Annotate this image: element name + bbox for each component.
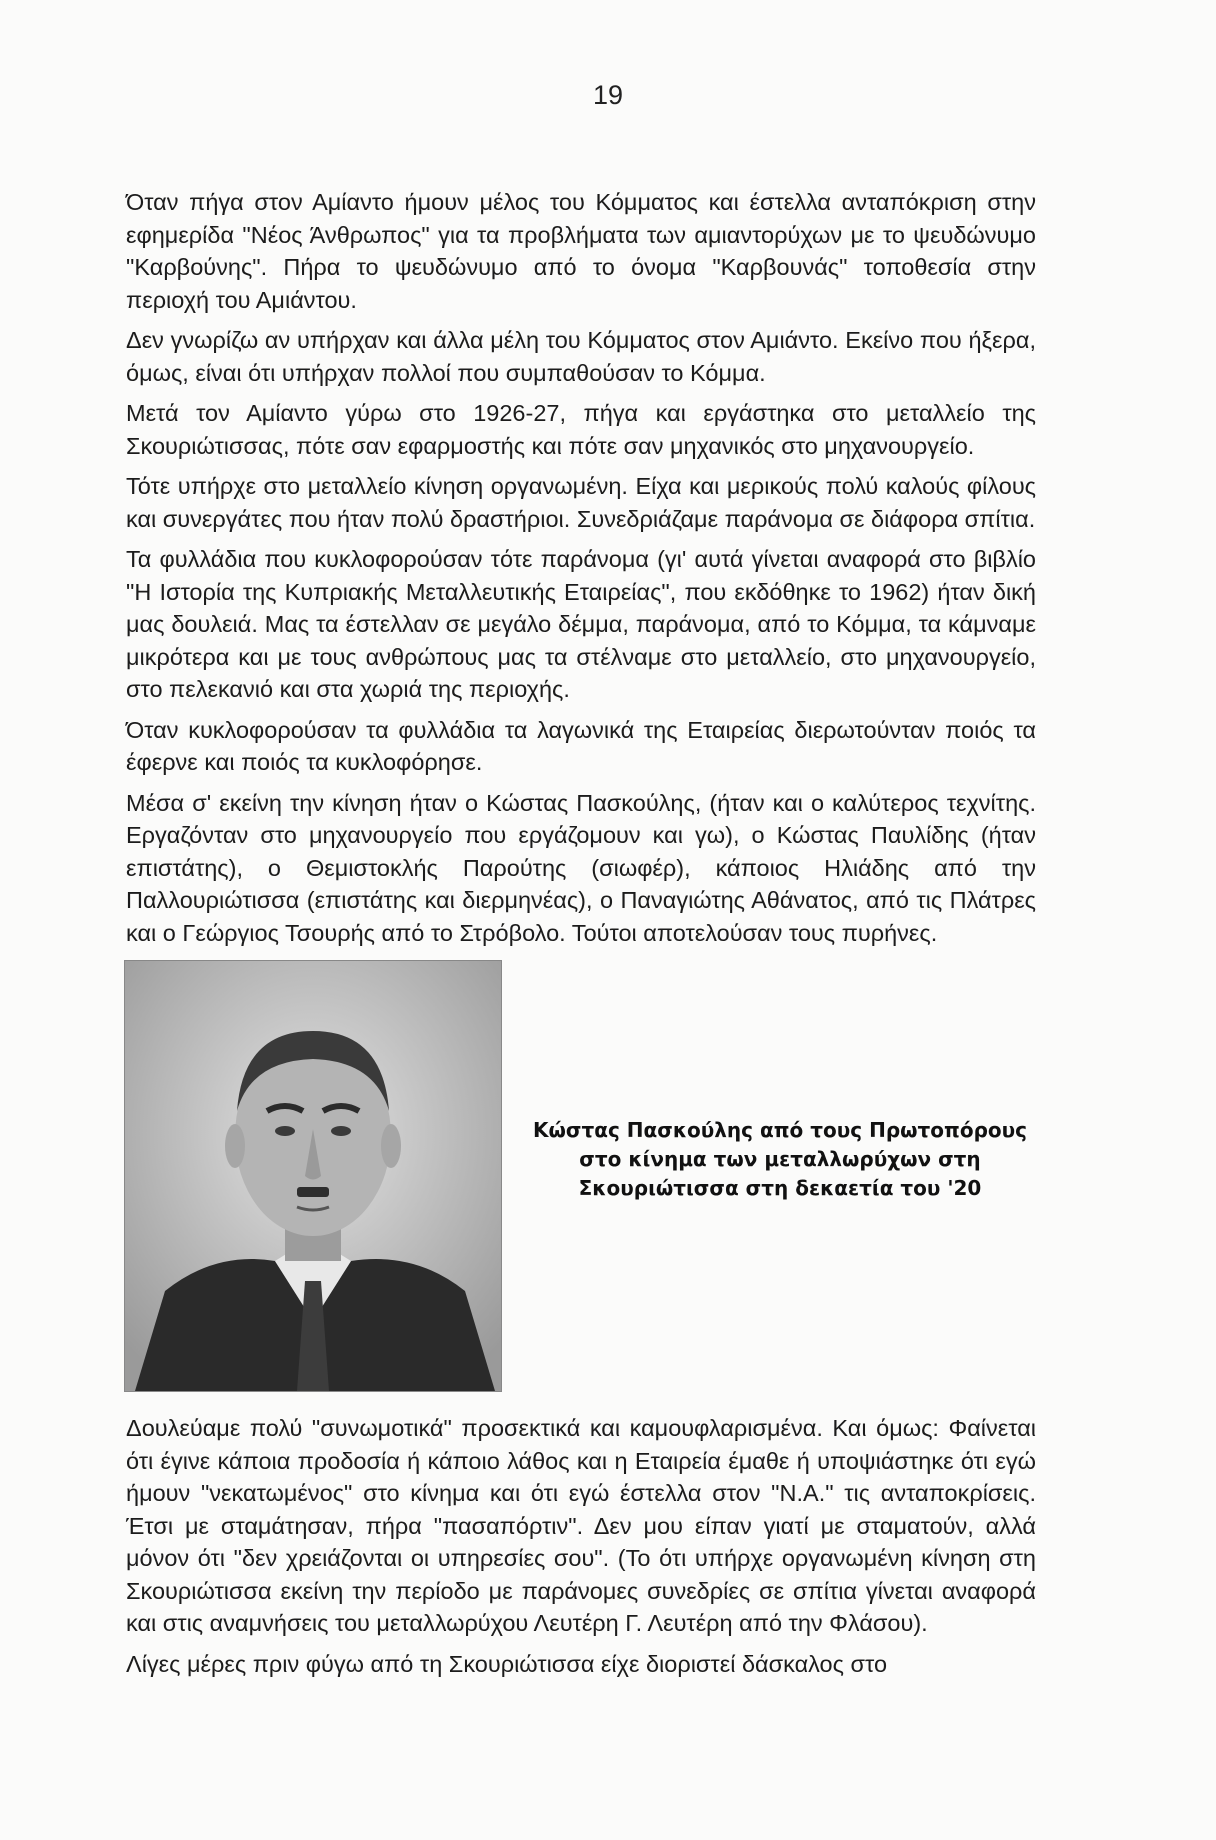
paragraph: Δουλεύαμε πολύ "συνωμοτικά" προσεκτικά και καμουφλαρισμένα. Και όμως: Φαίνεται ότι έγινε κάποια προδοσία ή κάποιο λάθος και η Εταιρεία έμαθε ή υποψιάστηκε ότι εγώ ήμουν "νεκατωμένος" στο κίνημα και ότι εγώ έστελλα στον "Ν.Α." τις ανταποκρίσεις. Έτσι με σταμάτησαν, πήρα "πασαπόρτιν". Δεν μου είπαν γιατί με σταματούν, αλλά μόνον ότι "δεν χρειάζονται οι υπηρεσίες σου". (Το ότι υπήρχε οργανωμένη κίνηση στη Σκουριώτισσα εκείνη την περίοδο με παράνομες συνεδρίες σε σπίτια γίνεται αναφορά και στις αναμνήσεις του μεταλλωρύχου Λευτέρη Γ. Λευτέρη από την Φλάσου). [126, 1415, 1036, 1636]
page-number: 19 [592, 80, 624, 110]
paragraph: Τα φυλλάδια που κυκλοφορούσαν τότε παράνομα (γι' αυτά γίνεται αναφορά στο βιβλίο "Η Ιστορία της Κυπριακής Μεταλλευτικής Εταιρείας", που εκδόθηκε το 1962) ήταν δική μας δουλειά. Μας τα έστελλαν σε μεγάλο δέμμα, παράνομα, από το Κόμμα, τα κάμναμε μικρότερα και με τους ανθρώπους μας τα στέλναμε στο μεταλλείο, στο μηχανουργείο, στο πελεκανιό και στα χωριά της περιοχής. [126, 546, 1036, 702]
text-block-top [126, 186, 1036, 957]
paragraph: Δεν γνωρίζω αν υπήρχαν και άλλα μέλη του Κόμματος στον Αμιάντο. Εκείνο που ήξερα, όμως, είναι ότι υπήρχαν πολλοί που συμπαθούσαν το Κόμμα. [126, 327, 1036, 386]
portrait-photo [124, 960, 502, 1392]
paragraph: Τότε υπήρχε στο μεταλλείο κίνηση οργανωμένη. Είχα και μερικούς πολύ καλούς φίλους και συνεργάτες που ήταν πολύ δραστήριοι. Συνεδριάζαμε παράνομα σε διάφορα σπίτια. [126, 473, 1036, 532]
portrait-illustration [125, 961, 501, 1391]
text-block-bottom [126, 1412, 1036, 1688]
photo-caption: Κώστας Πασκούλης από τους Πρωτοπόρους στο κίνημα των μεταλλωρύχων στη Σκουριώτισσα στη δεκαετία του '20 [532, 1118, 1027, 1200]
paragraph: Όταν πήγα στον Αμίαντο ήμουν μέλος του Κόμματος και έστελλα ανταπόκριση στην εφημερίδα "Νέος Άνθρωπος" για τα προβλήματα των αμιαντορύχων με το ψευδώνυμο "Καρβούνης". Πήρα το ψευδώνυμο από το όνομα "Καρβουνάς" τοποθεσία στην περιοχή του Αμιάντου. [126, 189, 1036, 313]
paragraph: Λίγες μέρες πριν φύγω από τη Σκουριώτισσα είχε διοριστεί δάσκαλος στο [126, 1650, 888, 1677]
paragraph: Όταν κυκλοφορούσαν τα φυλλάδια τα λαγωνικά της Εταιρείας διερωτούνταν ποιός τα έφερνε και ποιός τα κυκλοφόρησε. [126, 716, 1036, 775]
paragraph: Μετά τον Αμίαντο γύρω στο 1926-27, πήγα και εργάστηκα στο μεταλλείο της Σκουριώτισσας, πότε σαν εφαρμοστής και πότε σαν μηχανικός στο μηχανουργείο. [126, 400, 1036, 459]
paragraph: Μέσα σ' εκείνη την κίνηση ήταν ο Κώστας Πασκούλης, (ήταν και ο καλύτερος τεχνίτης. Εργαζόνταν στο μηχανουργείο που εργάζομουν και γω), ο Κώστας Παυλίδης (ήταν επιστάτης), ο Θεμιστοκλής Παρούτης (σιωφέρ), κάποιος Ηλιάδης από την Παλλουριώτισσα (επιστάτης και διερμηνέας), ο Παναγιώτης Αθάνατος, από τις Πλάτρες και ο Γεώργιος Τσουρής από το Στρόβολο. Τούτοι αποτελούσαν τους πυρήνες. [126, 789, 1036, 946]
